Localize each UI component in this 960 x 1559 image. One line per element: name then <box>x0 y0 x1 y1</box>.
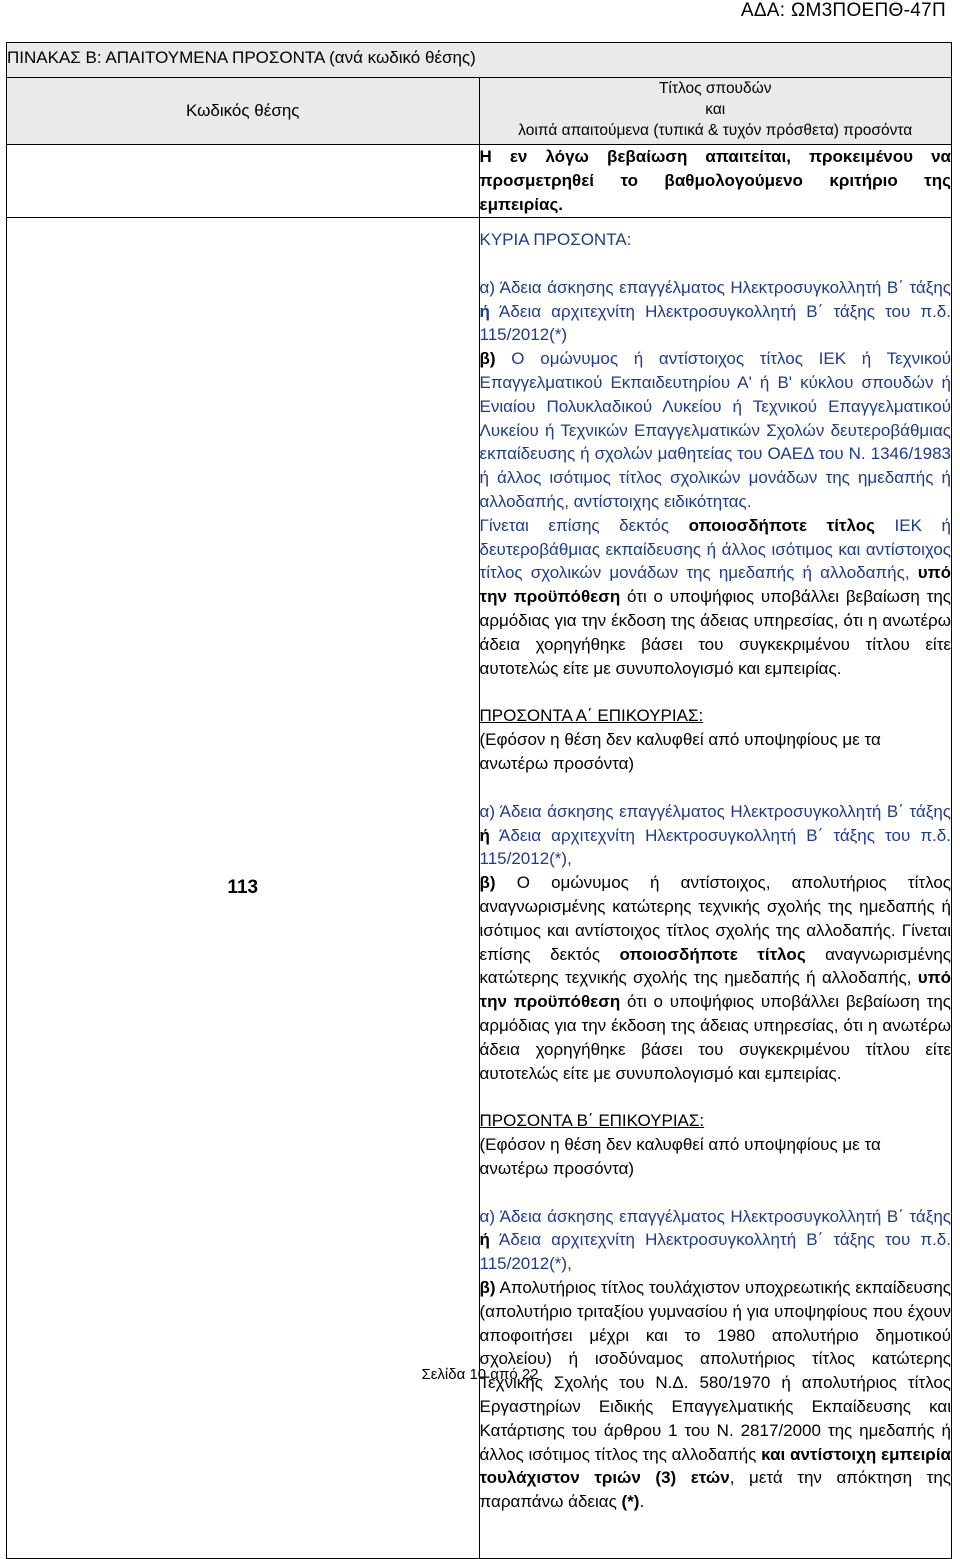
requirements-cell <box>479 218 952 1559</box>
epik-a-item-b: β) Ο ομώνυμος ή αντίστοιχος, απολυτήριος τίτλος αναγνωρισμένης κατώτερης τεχνικής σχολής της ημεδαπής ή ισότιμος και αντίστοιχος τίτλος σχολής της αλλοδαπής. Γίνεται επίσης δεκτός οποιοσδήποτε τίτλος αναγνωρισμένης κατώτερης τεχνικής σχολής της ημεδαπής ή αλλοδαπής, υπό την προϋπόθεση ότι ο υποψήφιος υποβάλλει βεβαίωση της αρμόδιας για την έκδοση της άδειας υπηρεσίας, ότι η ανωτέρω άδεια χορηγήθηκε βάσει του συγκεκριμένου τίτλου είτε αυτοτελώς είτε με συνυπολογισμό και εμπειρίας. <box>479 873 951 1083</box>
epik-a-item-a: α) Άδεια άσκησης επαγγέλματος Ηλεκτροσυγκολλητή Β΄ τάξης ή Άδεια αρχιτεχνίτη Ηλεκτροσυγκολλητή Β΄ τάξης του π.δ. 115/2012(*), <box>479 801 951 869</box>
epik-a-subtitle: (Εφόσον η θέση δεν καλυφθεί από υποψηφίους με τα ανωτέρω προσόντα) <box>479 730 881 773</box>
column-header-line-3: λοιπά απαιτούμενα (τυπικά & τυχόν πρόσθετα) προσόντα <box>518 122 913 139</box>
empty-code-cell <box>7 145 480 218</box>
column-header-line-2: και <box>705 101 726 118</box>
ada-code: ΑΔΑ: ΩΜ3ΠΟΕΠΘ-47Π <box>740 0 946 21</box>
column-header-title <box>479 78 952 145</box>
epik-b-subtitle: (Εφόσον η θέση δεν καλυφθεί από υποψηφίους με τα ανωτέρω προσόντα) <box>479 1135 881 1178</box>
epik-b-item-a: α) Άδεια άσκησης επαγγέλματος Ηλεκτροσυγκολλητή Β΄ τάξης ή Άδεια αρχιτεχνίτη Ηλεκτροσυγκολλητή Β΄ τάξης του π.δ. 115/2012(*), <box>479 1206 951 1274</box>
epik-b-item-b: β) Απολυτήριος τίτλος τουλάχιστον υποχρεωτικής εκπαίδευσης (απολυτήριο τριταξίου γυμνασίου ή για υποψηφίους που έχουν αποφοιτήσει μέχρι και το 1980 απολυτήριο δημοτικού σχολείου) ή ισοδύναμος απολυτήριος τίτλος κατώτερης Τεχνικής Σχολής του Ν.Δ. 580/1970 ή απολυτήριος τίτλος Εργαστηρίων Ειδικής Επαγγελματικής Εκπαίδευσης και Κατάρτισης του άρθρου 1 του Ν. 2817/2000 της ημεδαπής ή άλλος ισότιμος τίτλος της αλλοδαπής και αντίστοιχη εμπειρία τουλάχιστον τριών (3) ετών, μετά την απόκτηση της παραπάνω άδειας (*). <box>479 1278 951 1512</box>
requirements-table <box>6 42 952 1559</box>
page-footer: Σελίδα 10 από 22 <box>421 1366 539 1383</box>
column-header-line-1: Τίτλος σπουδών <box>658 80 772 97</box>
kyria-item-a: α) Άδεια άσκησης επαγγέλματος Ηλεκτροσυγκολλητή Β΄ τάξης ή Άδεια αρχιτεχνίτη Ηλεκτροσυγκολλητή Β΄ τάξης του π.δ. 115/2012(*) <box>479 277 951 345</box>
kyria-item-c: Γίνεται επίσης δεκτός οποιοσδήποτε τίτλος ΙΕΚ ή δευτεροβάθμιας εκπαίδευσης ή άλλος ισότιμος και αντίστοιχος τίτλος σχολικών μονάδων της ημεδαπής ή αλλοδαπής, υπό την προϋπόθεση ότι ο υποψήφιος υποβάλλει βεβαίωση της αρμόδιας για την έκδοση της άδειας υπηρεσίας, ότι η ανωτέρω άδεια χορηγήθηκε βάσει του συγκεκριμένου τίτλου είτε αυτοτελώς είτε με συνυπολογισμό και εμπειρίας. <box>479 515 951 678</box>
kyria-item-b: β) Ο ομώνυμος ή αντίστοιχος τίτλος ΙΕΚ ή Τεχνικού Επαγγελματικού Εκπαιδευτηρίου Α' ή Β' κύκλου σπουδών ή Ενιαίου Πολυκλαδικού Λυκείου ή Τεχνικού Επαγγελματικού Λυκείου ή Τεχνικών Επαγγελματικών Σχολών δευτεροβάθμιας εκπαίδευσης ή σχολών μαθητείας του ΟΑΕΔ του Ν. 1346/1983 ή άλλος ισότιμος τίτλος σχολικών μονάδων της ημεδαπής ή αλλοδαπής, αντίστοιχης ειδικότητας. <box>479 349 951 511</box>
kyria-heading: ΚΥΡΙΑ ΠΡΟΣΟΝΤΑ: <box>479 230 632 249</box>
table-title: ΠΙΝΑΚΑΣ Β: ΑΠΑΙΤΟΥΜΕΝΑ ΠΡΟΣΟΝΤΑ (ανά κωδικό θέσης) <box>7 43 952 78</box>
position-code: 113 <box>7 218 480 1559</box>
column-header-code: Κωδικός θέσης <box>7 78 480 145</box>
previous-note: Η εν λόγω βεβαίωση απαιτείται, προκειμένου να προσμετρηθεί το βαθμολογούμενο κριτήριο της εμπειρίας. <box>479 145 952 218</box>
epik-b-heading: ΠΡΟΣΟΝΤΑ Β΄ ΕΠΙΚΟΥΡΙΑΣ: <box>479 1111 705 1131</box>
epik-a-heading: ΠΡΟΣΟΝΤΑ Α΄ ΕΠΙΚΟΥΡΙΑΣ: <box>479 706 704 726</box>
